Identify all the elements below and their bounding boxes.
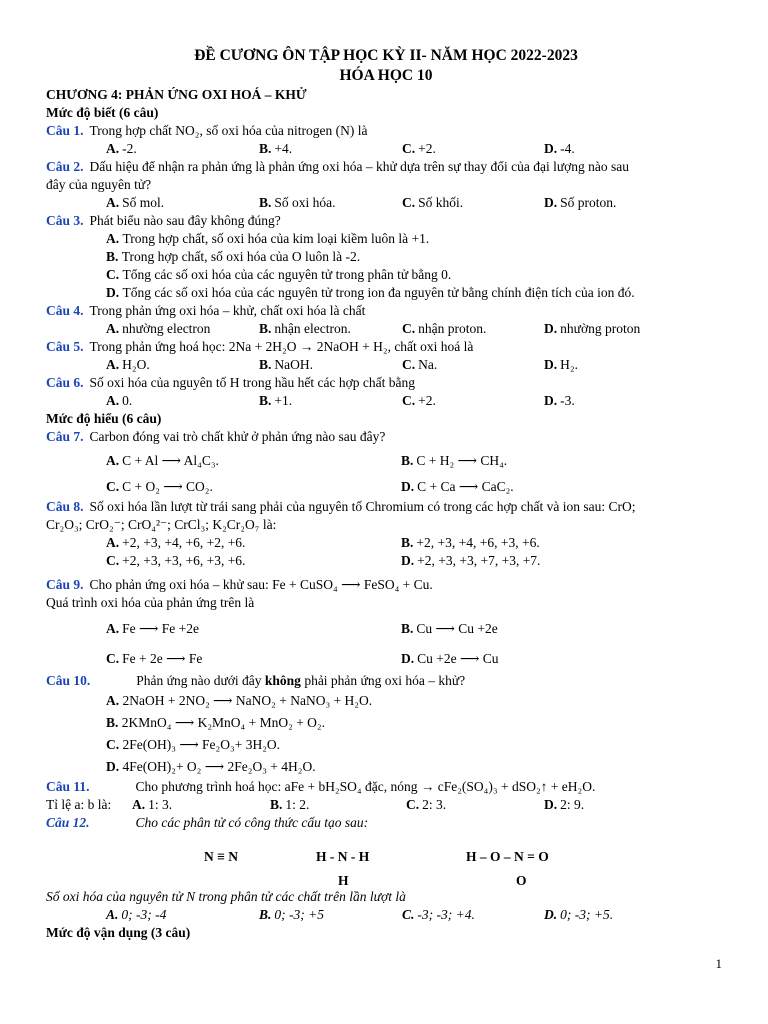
option-d: D. Cu +2e ⟶ Cu	[401, 651, 499, 666]
level-heading-know: Mức độ biết (6 câu)	[46, 105, 159, 120]
question-text: Carbon đóng vai trò chất khử ở phản ứng nào sau đây?	[89, 429, 386, 444]
question-text: Cho phương trình hoá học: aFe + bH₂SO₄ đặc, nóng → cFe₂(SO₄)₃ + dSO₂↑ + eH₂O.	[135, 779, 596, 794]
option-a: A. Fe ⟶ Fe +2e	[106, 621, 199, 636]
question-text-emphasis: không	[264, 673, 301, 688]
option-c: C. Na.	[402, 357, 438, 372]
level-heading-apply: Mức độ vận dụng (3 câu)	[46, 925, 191, 940]
option-d: D. Tổng các số oxi hóa của các nguyên tử trong ion đa nguyên tử bằng chính điện tích của ion đó.	[106, 285, 635, 300]
option-a: A. 2NaOH + 2NO₂ ⟶ NaNO₂ + NaNO₃ + H₂O.	[106, 693, 373, 708]
structure-nh3-h: H	[338, 873, 349, 888]
question-9	[46, 576, 726, 594]
option-d: D. -3.	[544, 393, 575, 408]
option-a: A. -2.	[106, 141, 137, 156]
option-c: C. C + O₂ ⟶ CO₂.	[106, 479, 213, 494]
option-c: C. 2: 3.	[406, 797, 447, 812]
question-text: phải phản ứng oxi hóa – khử?	[300, 673, 466, 688]
question-text: Cho các phân tử có công thức cấu tạo sau:	[135, 815, 369, 830]
question-text-continued: Quá trình oxi hóa của phản ứng trên là	[46, 595, 255, 610]
question-label: Câu 3.	[46, 213, 84, 228]
question-label: Câu 11.	[46, 779, 90, 794]
question-lead: Tỉ lệ a: b là:	[46, 797, 112, 812]
level-heading-understand: Mức độ hiểu (6 câu)	[46, 411, 162, 426]
question-2-options	[46, 194, 726, 212]
question-label: Câu 9.	[46, 577, 84, 592]
option-d: D. 4Fe(OH)₂+ O₂ ⟶ 2Fe₂O₃ + 4H₂O.	[106, 759, 316, 774]
option-b: B. 2KMnO₄ ⟶ K₂MnO₄ + MnO₂ + O₂.	[106, 715, 326, 730]
question-11	[46, 778, 726, 796]
option-a: A. Số mol.	[106, 195, 165, 210]
option-c: C. 2Fe(OH)₃ ⟶ Fe₂O₃+ 3H₂O.	[106, 737, 281, 752]
question-label: Câu 1.	[46, 123, 84, 138]
page-number: 1	[715, 956, 722, 971]
chapter-heading: CHƯƠNG 4: PHẢN ỨNG OXI HOÁ – KHỬ	[46, 87, 307, 102]
option-b: B. 1: 2.	[270, 797, 310, 812]
question-7	[46, 428, 726, 446]
option-c: C. +2.	[402, 141, 436, 156]
option-b: B. Cu ⟶ Cu +2e	[401, 621, 498, 636]
option-d: D. H₂.	[544, 357, 578, 372]
question-text: Cho phản ứng oxi hóa – khử sau: Fe + CuSO₄ ⟶ FeSO₄ + Cu.	[89, 577, 433, 592]
option-d: D. C + Ca ⟶ CaC₂.	[401, 479, 514, 494]
question-7-options-row1	[46, 446, 726, 472]
question-4	[46, 302, 726, 320]
question-text: Trong phản ứng hoá học: 2Na + 2H₂O → 2NaOH + H₂, chất oxi hoá là	[89, 339, 474, 354]
question-label: Câu 4.	[46, 303, 84, 318]
question-label: Câu 12.	[46, 815, 90, 830]
question-11-options	[46, 796, 726, 814]
option-d: D. nhường proton	[544, 321, 641, 336]
question-1-options	[46, 140, 726, 158]
question-label: Câu 8.	[46, 499, 84, 514]
question-9-options-row2	[46, 642, 726, 672]
question-8	[46, 498, 726, 516]
question-10	[46, 672, 726, 690]
question-text: Phản ứng nào dưới đây	[136, 673, 265, 688]
question-6-options	[46, 392, 726, 410]
question-2	[46, 158, 726, 176]
question-text: Dấu hiệu để nhận ra phản ứng là phản ứng oxi hóa – khử dựa trên sự thay đổi của đại lượng nào sau	[89, 159, 630, 174]
structure-hno2-o: O	[516, 873, 527, 888]
option-b: B. +4.	[259, 141, 293, 156]
option-b: B. +1.	[259, 393, 293, 408]
option-a: A. nhường electron	[106, 321, 211, 336]
page-subtitle: HÓA HỌC 10	[339, 67, 433, 84]
option-a: A. Trong hợp chất, số oxi hóa của kim loại kiềm luôn là +1.	[106, 231, 430, 246]
question-text: Phát biểu nào sau đây không đúng?	[89, 213, 281, 228]
question-text-continued: đây của nguyên tử?	[46, 177, 152, 192]
question-6	[46, 374, 726, 392]
option-a: A. 1: 3.	[132, 797, 173, 812]
question-text: Số oxi hóa của nguyên tố H trong hầu hết các hợp chất bằng	[89, 375, 415, 390]
option-b: B. 0; -3; +5	[259, 907, 324, 922]
option-c: C. Số khối.	[402, 195, 464, 210]
question-1	[46, 122, 726, 140]
option-a: A. 0.	[106, 393, 133, 408]
document-page	[46, 46, 726, 942]
option-d: D. Số proton.	[544, 195, 617, 210]
question-label: Câu 5.	[46, 339, 84, 354]
page-title: ĐỀ CƯƠNG ÔN TẬP HỌC KỲ II- NĂM HỌC 2022-2023	[194, 47, 578, 64]
option-b: B. C + H₂ ⟶ CH₄.	[401, 453, 508, 468]
question-4-options	[46, 320, 726, 338]
question-text: Trong phản ứng oxi hóa – khử, chất oxi hóa là chất	[89, 303, 366, 318]
option-b: B. NaOH.	[259, 357, 314, 372]
question-text-continued: Số oxi hóa của nguyên tử N trong phân tử các chất trên lần lượt là	[46, 889, 406, 904]
question-8-options-row2	[46, 552, 726, 570]
option-b: B. Trong hợp chất, số oxi hóa của O luôn là -2.	[106, 249, 361, 264]
question-label: Câu 7.	[46, 429, 84, 444]
question-label: Câu 2.	[46, 159, 84, 174]
question-text: Số oxi hóa lần lượt từ trái sang phải của nguyên tố Chromium có trong các hợp chất và ion sau: CrO;	[89, 499, 636, 514]
question-9-options-row1	[46, 612, 726, 642]
option-d: D. -4.	[544, 141, 575, 156]
question-text: Trong hợp chất NO₂, số oxi hóa của nitrogen (N) là	[89, 123, 368, 138]
option-a: A. C + Al ⟶ Al₄C₃.	[106, 453, 219, 468]
question-3	[46, 212, 726, 230]
option-b: B. nhận electron.	[259, 321, 351, 336]
option-c: C. +2, +3, +3, +6, +3, +6.	[106, 553, 246, 568]
question-5-options	[46, 356, 726, 374]
option-c: C. Tổng các số oxi hóa của các nguyên tử trong phân tử bằng 0.	[106, 267, 452, 282]
structures-row	[46, 836, 726, 888]
question-5	[46, 338, 726, 356]
option-a: A. 0; -3; -4	[106, 907, 167, 922]
question-7-options-row2	[46, 472, 726, 498]
structure-nh3: H - N - H	[316, 849, 370, 864]
option-b: B. +2, +3, +4, +6, +3, +6.	[401, 535, 540, 550]
option-a: A. H₂O.	[106, 357, 150, 372]
structure-n2: N ≡ N	[204, 849, 238, 864]
option-c: C. +2.	[402, 393, 436, 408]
option-a: A. +2, +3, +4, +6, +2, +6.	[106, 535, 246, 550]
question-8-options-row1	[46, 534, 726, 552]
question-12-options	[46, 906, 726, 924]
option-d: D. 0; -3; +5.	[544, 907, 614, 922]
question-text-continued: Cr₂O₃; CrO₂⁻; CrO₄²⁻; CrCl₃; K₂Cr₂O₇ là:	[46, 517, 277, 532]
question-label: Câu 10.	[46, 673, 91, 688]
structure-hno2: H – O – N = O	[466, 849, 549, 864]
option-c: C. nhận proton.	[402, 321, 487, 336]
option-d: D. +2, +3, +3, +7, +3, +7.	[401, 553, 541, 568]
question-label: Câu 6.	[46, 375, 84, 390]
option-c: C. Fe + 2e ⟶ Fe	[106, 651, 203, 666]
option-b: B. Số oxi hóa.	[259, 195, 336, 210]
question-12	[46, 814, 726, 832]
option-c: C. -3; -3; +4.	[402, 907, 475, 922]
option-d: D. 2: 9.	[544, 797, 585, 812]
